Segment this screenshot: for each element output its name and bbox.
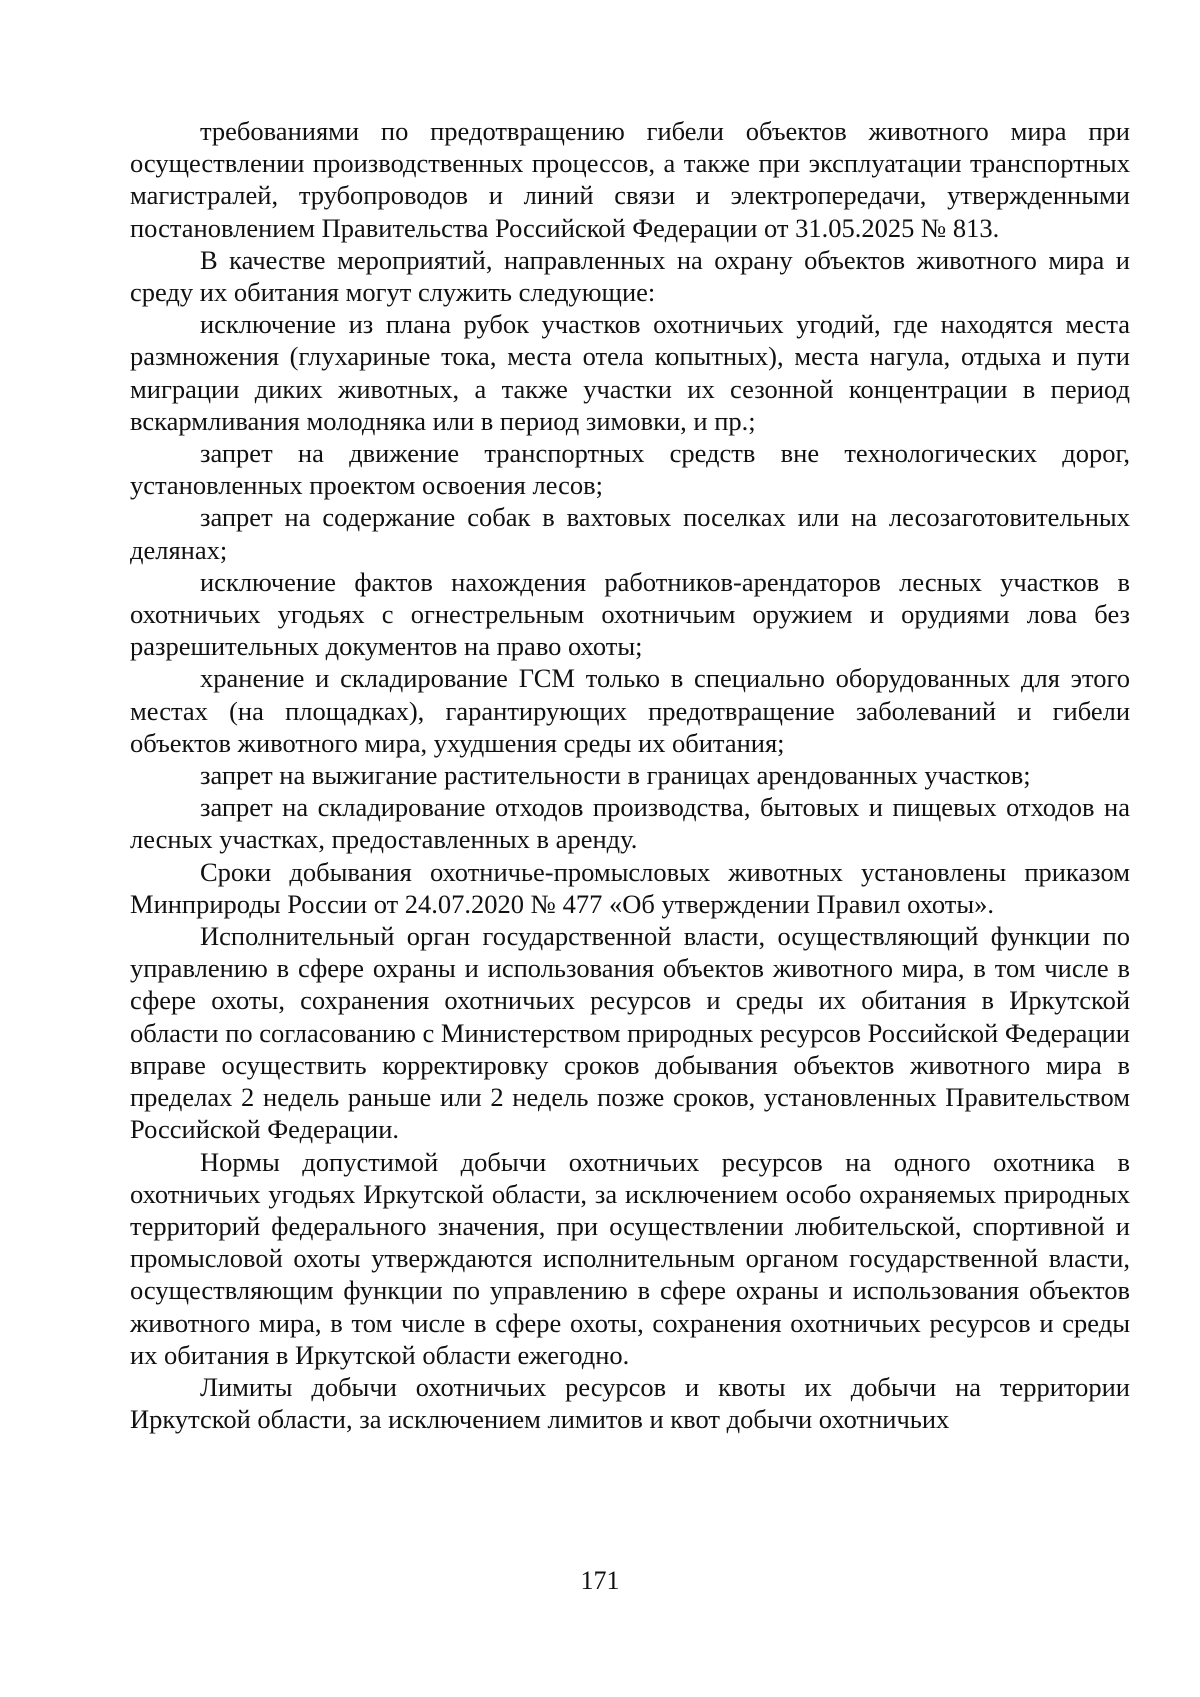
paragraph: Сроки добывания охотничье-промысловых животных установлены приказом Минприроды России от 24.07.2020 № 477 «Об утверждении Правил охоты».: [130, 856, 1130, 919]
paragraph: требованиями по предотвращению гибели объектов животного мира при осуществлении производственных процессов, а также при эксплуатации транспортных магистралей, трубопроводов и линий связи и электропередачи, утвержденными постановлением Правительства Российской Федерации от 31.05.2025 № 813.: [130, 116, 1130, 243]
paragraph: хранение и складирование ГСМ только в специально оборудованных для этого местах (на площадках), гарантирующих предотвращение заболеваний и гибели объектов животного мира, ухудшения среды их обитания;: [130, 663, 1130, 758]
paragraph: запрет на выжигание растительности в границах арендованных участков;: [200, 760, 1031, 791]
paragraph: Исполнительный орган государственной власти, осуществляющий функции по управлению в сфере охраны и использования объектов животного мира, в том числе в сфере охоты, сохранения охотничьих ресурсов и среды их обитания в Иркутской области по согласованию с Министерством природных ресурсов Российской Федерации вправе осуществить корректировку сроков добывания объектов животного мира в пределах 2 недель раньше или 2 недель позже сроков, установленных Правительством Российской Федерации.: [130, 921, 1130, 1145]
paragraph: запрет на складирование отходов производства, бытовых и пищевых отходов на лесных участках, предоставленных в аренду.: [130, 792, 1130, 855]
paragraph: Лимиты добычи охотничьих ресурсов и квоты их добычи на территории Иркутской области, за исключением лимитов и квот добычи охотничьих: [130, 1371, 1130, 1435]
page-number: 171: [580, 1566, 620, 1595]
paragraph: исключение фактов нахождения работников-арендаторов лесных участков в охотничьих угодьях с огнестрельным охотничьим оружием и орудиями лова без разрешительных документов на право охоты;: [130, 566, 1130, 662]
body-text: [130, 115, 1130, 1435]
paragraph: исключение из плана рубок участков охотничьих угодий, где находятся места размножения (глухариные тока, места отела копытных), места нагула, отдыха и пути миграции диких животных, а также участки их сезонной концентрации в период вскармливания молодняка или в период зимовки, и пр.;: [130, 309, 1130, 436]
paragraph: запрет на содержание собак в вахтовых поселках или на лесозаготовительных делянах;: [130, 502, 1130, 565]
paragraph: запрет на движение транспортных средств вне технологических дорог, установленных проектом освоения лесов;: [130, 438, 1130, 501]
paragraph: Нормы допустимой добычи охотничьих ресурсов на одного охотника в охотничьих угодьях Иркутской области, за исключением особо охраняемых природных территорий федерального значения, при осуществлении любительской, спортивной и промысловой охоты утверждаются исполнительным органом государственной власти, осуществляющим функции по управлению в сфере охраны и использования объектов животного мира, в том числе в сфере охоты, сохранения охотничьих ресурсов и среды их обитания в Иркутской области ежегодно.: [130, 1146, 1130, 1370]
paragraph: В качестве мероприятий, направленных на охрану объектов животного мира и среду их обитания могут служить следующие:: [130, 244, 1130, 308]
